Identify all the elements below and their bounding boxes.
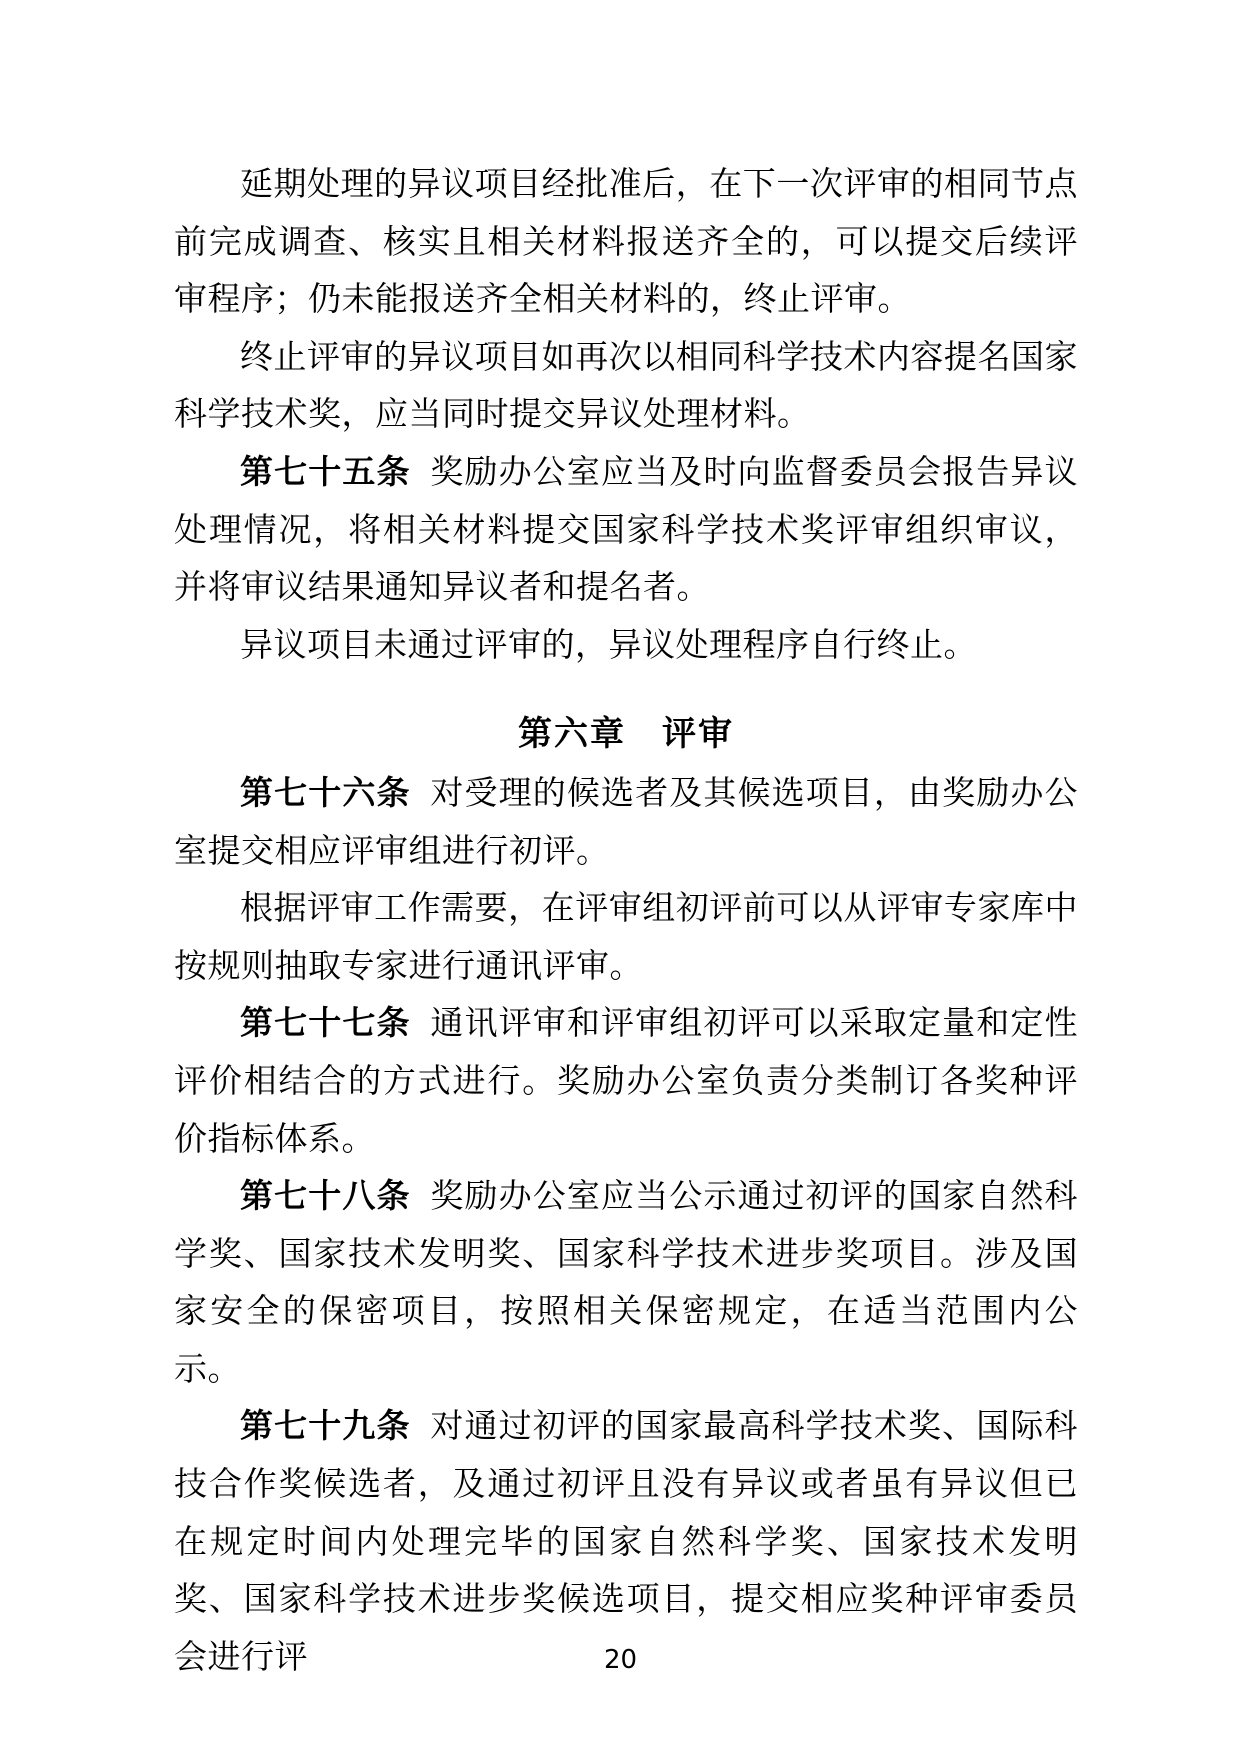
paragraph-objection-auto-termination [174, 616, 1078, 674]
paragraph-article-76 [174, 764, 1078, 879]
chapter-6-heading: 第六章 评审 [518, 714, 734, 755]
paragraph-text: 终止评审的异议项目如再次以相同科学技术内容提名国家科学技术奖，应当同时提交异议处理材料。 [174, 336, 1078, 434]
paragraph-text: 奖励办公室应当公示通过初评的国家自然科学奖、国家技术发明奖、国家科学技术进步奖项目。涉及国家安全的保密项目，按照相关保密规定，在适当范围内公示。 [174, 1176, 1079, 1388]
paragraph-text: 延期处理的异议项目经批准后，在下一次评审的相同节点前完成调查、核实且相关材料报送齐全的，可以提交后续评审程序；仍未能报送齐全相关材料的，终止评审。 [174, 164, 1078, 319]
document-body [174, 155, 1078, 1685]
paragraph-text: 对通过初评的国家最高科学技术奖、国际科技合作奖候选者，及通过初评且没有异议或者虽有异议但已在规定时间内处理完毕的国家自然科学奖、国家技术发明奖、国家科学技术进步奖候选项目，提交相应奖种评审委员会进行评 [174, 1406, 1079, 1676]
paragraph-text: 对受理的候选者及其候选项目，由奖励办公室提交相应评审组进行初评。 [174, 772, 1079, 870]
page-number: 20 [603, 1645, 638, 1675]
article-number-75: 第七十五条 [240, 451, 411, 491]
paragraph-text: 通讯评审和评审组初评可以采取定量和定性评价相结合的方式进行。奖励办公室负责分类制订各奖种评价指标体系。 [174, 1003, 1079, 1158]
paragraph-text: 奖励办公室应当及时向监督委员会报告异议处理情况，将相关材料提交国家科学技术奖评审组织审议，并将审议结果通知异议者和提名者。 [174, 451, 1079, 607]
paragraph-article-75 [174, 443, 1078, 616]
paragraph-expert-draw [174, 879, 1078, 994]
article-number-77: 第七十七条 [240, 1003, 411, 1043]
paragraph-article-78 [174, 1167, 1078, 1397]
paragraph-article-77 [174, 994, 1078, 1167]
article-number-79: 第七十九条 [240, 1406, 411, 1446]
paragraph-article-79 [174, 1397, 1078, 1685]
article-number-76: 第七十六条 [240, 772, 411, 812]
paragraph-text: 根据评审工作需要，在评审组初评前可以从评审专家库中按规则抽取专家进行通讯评审。 [174, 888, 1078, 985]
article-number-78: 第七十八条 [240, 1176, 411, 1216]
paragraph-text: 异议项目未通过评审的，异议处理程序自行终止。 [240, 624, 977, 664]
paragraph-deferred-objection [174, 155, 1078, 328]
page-footer [0, 1645, 1241, 1675]
paragraph-terminated-objection [174, 328, 1078, 443]
